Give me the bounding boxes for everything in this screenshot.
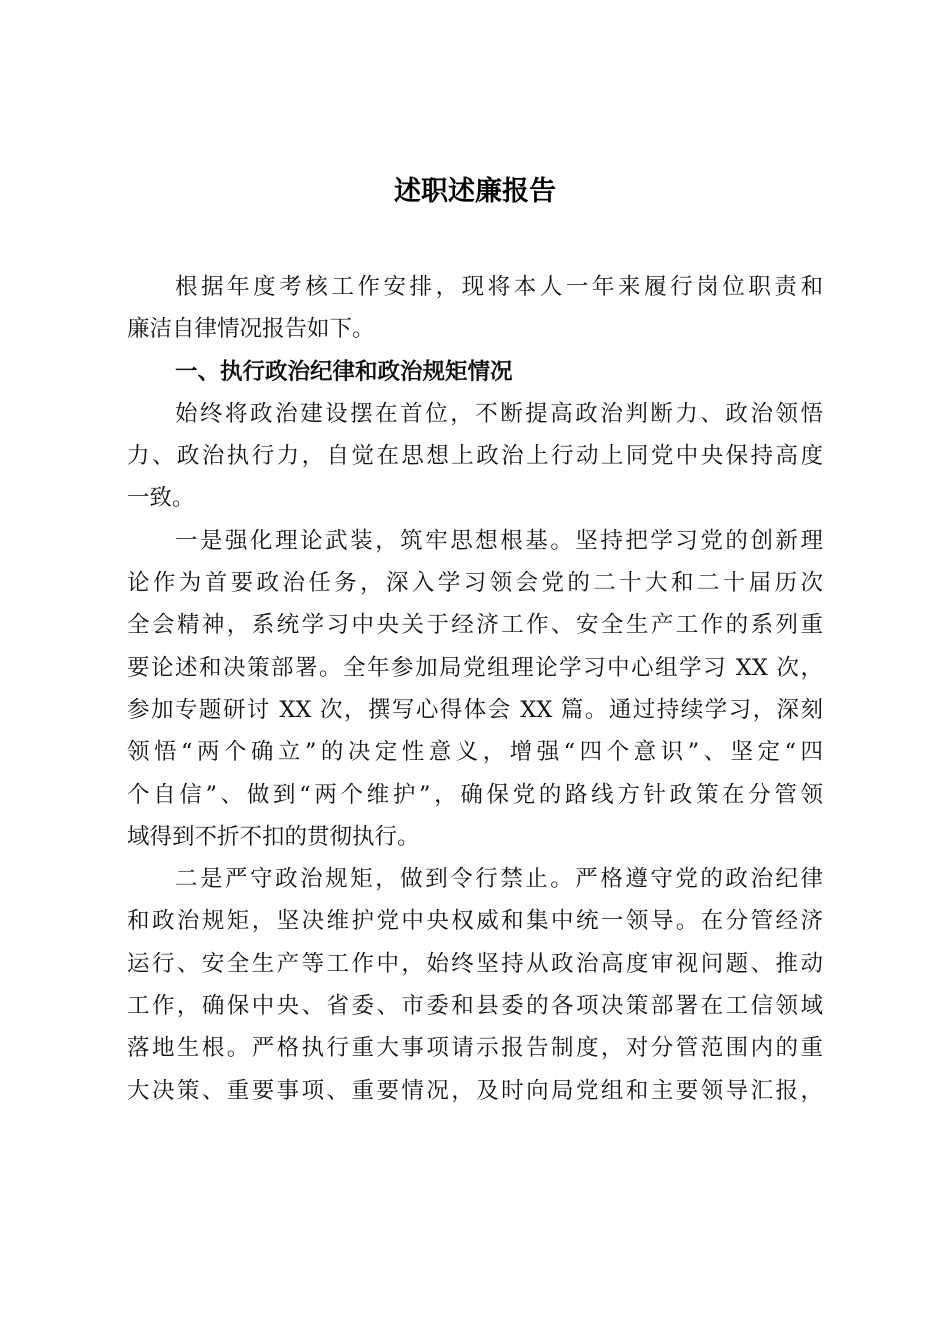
document-body (127, 266, 823, 1112)
body-line: 要论述和决策部署。全年参加局党组理论学习中心组学习 XX 次， (127, 654, 823, 681)
body-line: 根据年度考核工作安排，现将本人一年来履行岗位职责和 (175, 274, 823, 300)
body-line: 运行、安全生产等工作中，始终坚持从政治高度审视问题、推动 (127, 950, 823, 977)
body-line: 全会精神，系统学习中央关于经济工作、安全生产工作的系列重 (127, 612, 823, 639)
body-line: 落地生根。严格执行重大事项请示报告制度，对分管范围内的重 (127, 1035, 823, 1062)
body-line: 一是强化理论武装，筑牢思想根基。坚持把学习党的创新理 (175, 527, 823, 554)
body-line: 和政治规矩，坚决维护党中央权威和集中统一领导。在分管经济 (127, 908, 823, 935)
body-line: 大决策、重要事项、重要情况，及时向局党组和主要领导汇报， (127, 1077, 823, 1104)
document-title: 述职述廉报告 (394, 176, 556, 207)
body-line: 始终将政治建设摆在首位，不断提高政治判断力、政治领悟 (175, 400, 823, 427)
body-line: 论作为首要政治任务，深入学习领会党的二十大和二十届历次 (127, 570, 823, 597)
body-line: 工作，确保中央、省委、市委和县委的各项决策部署在工信领域 (127, 993, 823, 1020)
body-line: 二是严守政治规矩，做到令行禁止。严格遵守党的政治纪律 (175, 866, 823, 893)
body-line: 参加专题研讨 XX 次，撰写心得体会 XX 篇。通过持续学习，深刻 (127, 696, 823, 723)
body-line: 一致。 (127, 485, 195, 512)
body-line: 个自信”、做到“两个维护”，确保党的路线方针政策在分管领 (127, 781, 823, 808)
body-line: 域得到不折不扣的贯彻执行。 (127, 823, 420, 850)
section-heading: 一、执行政治纪律和政治规矩情况 (175, 358, 513, 385)
body-line: 廉洁自律情况报告如下。 (127, 316, 375, 343)
body-line: 力、政治执行力，自觉在思想上政治上行动上同党中央保持高度 (127, 443, 823, 470)
body-line: 领悟“两个确立”的决定性意义，增强“四个意识”、坚定“四 (127, 739, 823, 766)
